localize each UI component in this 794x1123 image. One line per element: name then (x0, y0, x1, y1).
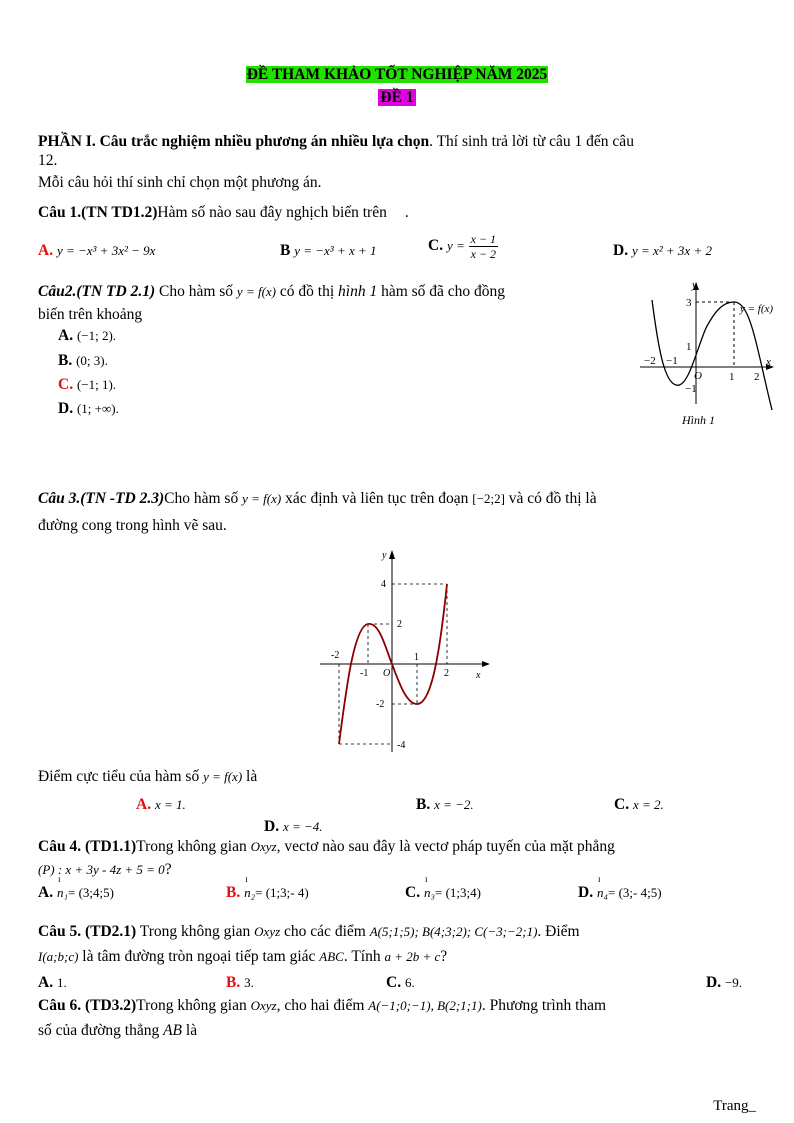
q3-stem-line2: đường cong trong hình vẽ sau. (38, 517, 227, 534)
q2-option-b[interactable]: B. (0; 3). (58, 352, 108, 369)
q4-option-a[interactable]: A. ɪ n₁= (3;4;5) (38, 884, 114, 902)
q3-option-c[interactable]: C. x = 2. (614, 796, 664, 813)
q2-stem-line2: biến trên khoảng (38, 306, 143, 323)
q4-stem: Câu 4. (TD1.1)Trong không gian Oxyz, vectơ nào sau đây là vectơ pháp tuyến của mặt phẳng (38, 838, 615, 855)
q1-option-b[interactable]: B y = −x³ + x + 1 (280, 242, 377, 259)
q5-option-d[interactable]: D. −9. (706, 974, 743, 991)
q5-option-c[interactable]: C. 6. (386, 974, 415, 991)
q4-option-c[interactable]: C. ɪ n₃= (1;3;4) (405, 884, 481, 902)
y-axis-label: y (692, 279, 697, 291)
q3-tick-x-neg2: -2 (331, 650, 340, 661)
q3-option-b[interactable]: B. x = −2. (416, 796, 474, 813)
q4-plane: (P) : x + 3y - 4z + 5 = 0? (38, 861, 172, 878)
part1-intro-line2: 12. (38, 152, 58, 169)
q3-tick-x-1: 1 (414, 652, 419, 663)
tick-neg1-x: −1 (666, 355, 678, 367)
q3-tick-x-neg1: -1 (360, 668, 369, 679)
q2-stem: Câu2.(TN TD 2.1) Cho hàm số y = f(x) có đồ thị hình 1 hàm số đã cho đồng (38, 283, 506, 300)
q3-option-d[interactable]: D. x = −4. (264, 818, 323, 835)
q1-option-a[interactable]: A. y = −x³ + 3x² − 9x (38, 242, 156, 259)
origin-label: O (694, 370, 702, 382)
q5-option-a[interactable]: A. 1. (38, 974, 67, 991)
q3-tick-neg2: -2 (376, 699, 385, 710)
q3-tick-x-2: 2 (444, 668, 449, 679)
tick-neg2-x: −2 (644, 355, 656, 367)
q1-option-d[interactable]: D. y = x² + 3x + 2 (613, 242, 712, 259)
q1-stem: Câu 1.(TN TD1.2)Hàm số nào sau đây nghịch biến trên . (38, 204, 409, 221)
q2-option-a[interactable]: A. (−1; 2). (58, 327, 117, 344)
q2-option-d[interactable]: D. (1; +∞). (58, 400, 119, 417)
figure-q3 (300, 540, 500, 755)
x-axis-label: x (766, 356, 771, 368)
q3-stem: Câu 3.(TN -TD 2.3)Cho hàm số y = f(x) xác định và liên tục trên đoạn [−2;2] và có đồ thị là (38, 490, 597, 507)
q2-option-c[interactable]: C. (−1; 1). (58, 376, 117, 393)
figure-caption: Hình 1 (682, 413, 715, 427)
q5-option-b[interactable]: B. 3. (226, 974, 254, 991)
q6-stem-line2: số của đường thẳng AB là (38, 1022, 198, 1039)
part1-instruction: Mỗi câu hỏi thí sinh chỉ chọn một phương án. (38, 174, 322, 191)
document-title: ĐỀ THAM KHẢO TỐT NGHIỆP NĂM 2025 (246, 66, 548, 83)
q3-tick-2: 2 (397, 619, 402, 630)
q1-option-c[interactable]: C. y = $\frac{x - 1}{x - 2}$ (428, 232, 497, 261)
curve-label: y = f(x) (740, 303, 774, 315)
q4-option-b[interactable]: B. ɪ n₂= (1;3;- 4) (226, 884, 309, 902)
part1-intro: PHẦN I. Câu trắc nghiệm nhiều phương án nhiều lựa chọn. Thí sinh trả lời từ câu 1 đến câu (38, 133, 634, 150)
q3-x-axis-label: x (476, 670, 481, 681)
q5-stem: Câu 5. (TD2.1) Trong không gian Oxyz cho các điểm A(5;1;5); B(4;3;2); C(−3;−2;1). Điểm (38, 923, 580, 940)
q6-stem: Câu 6. (TD3.2)Trong không gian Oxyz, cho hai điểm A(−1;0;−1), B(2;1;1). Phương trình tham (38, 997, 607, 1014)
tick-1: 1 (686, 341, 692, 353)
q3-tick-neg4: -4 (397, 740, 406, 751)
q5-stem-line2: I(a;b;c) là tâm đường tròn ngoại tiếp tam giác ABC. Tính a + 2b + c? (38, 948, 448, 965)
q4-option-d[interactable]: D. ɪ n₄= (3;- 4;5) (578, 884, 662, 902)
q3-tick-4: 4 (381, 579, 386, 590)
tick-neg1: −1 (685, 383, 697, 395)
q3-y-axis-label: y (382, 550, 387, 561)
q3-origin-label: O (383, 668, 391, 679)
page-footer: Trang_ (713, 1098, 756, 1114)
q3-question: Điểm cực tiểu của hàm số y = f(x) là (38, 768, 258, 785)
exam-number: ĐỀ 1 (380, 89, 414, 106)
tick-1-x: 1 (729, 371, 735, 383)
tick-2-x: 2 (754, 371, 760, 383)
q3-option-a[interactable]: A. x = 1. (136, 796, 186, 813)
tick-3: 3 (686, 297, 692, 309)
figure-hinh-1 (636, 276, 794, 432)
